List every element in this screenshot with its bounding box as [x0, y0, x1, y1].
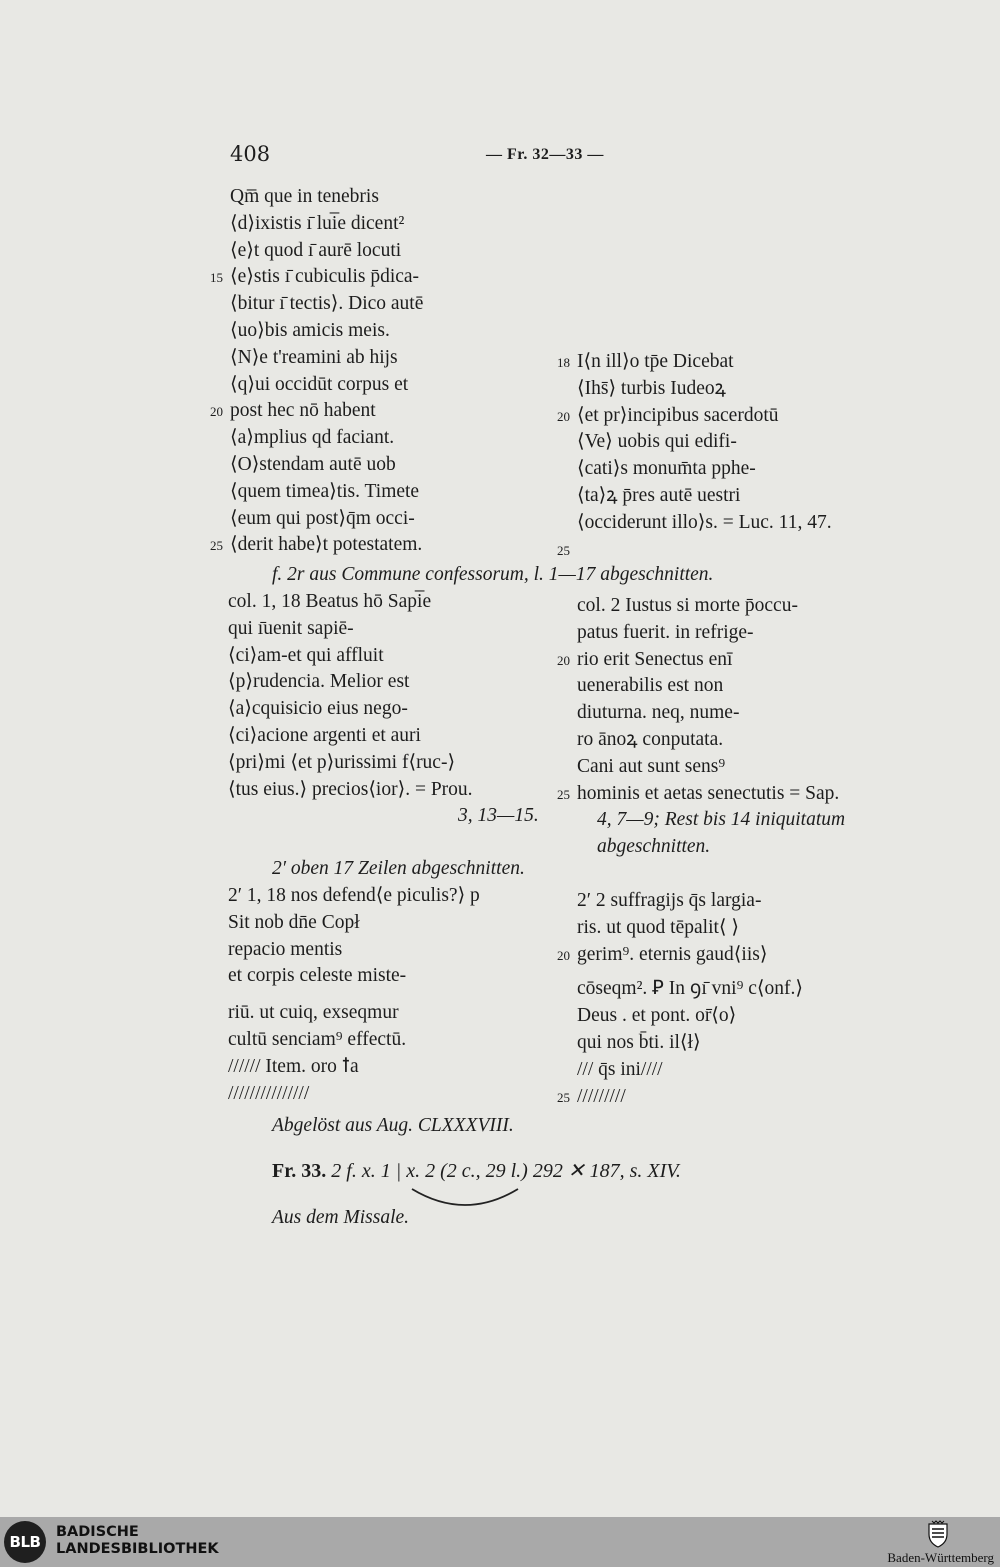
line-text: ⟨N⟩e t'reamini ab hijs — [230, 346, 398, 368]
line-text: 3, 13—15. — [458, 805, 539, 827]
text-line — [557, 781, 845, 808]
right-column-top — [557, 349, 832, 563]
line-text: col. 1, 18 Beatus hō Sapi̅e — [228, 591, 432, 612]
line-text: col. 2 Iustus si morte p̄occu- — [577, 595, 798, 616]
fold-arc-mark — [410, 1185, 520, 1211]
line-text: ris. ut quod tēpalit⟨ ⟩ — [577, 916, 739, 938]
text-line — [577, 807, 845, 834]
line-text: Deus . et pont. or̄⟨o⟩ — [577, 1005, 737, 1027]
line-text: post hec nō habent — [230, 400, 376, 422]
text-line — [577, 915, 803, 942]
right-column-bottom — [557, 888, 803, 1110]
text-line — [228, 803, 539, 830]
text-line — [210, 264, 423, 291]
line-text: I⟨n ill⟩o tp̄e Dicebat — [577, 351, 734, 372]
line-text: riū. ut cuiq, exseqmur — [228, 1002, 399, 1024]
text-line — [577, 510, 832, 537]
line-text: patus fuerit. in refrige- — [577, 621, 754, 643]
line-text: ⟨a⟩cquisicio eius nego- — [228, 698, 408, 720]
line-text: repacio mentis — [228, 938, 343, 960]
text-line — [228, 777, 539, 804]
line-text: ⟨ci⟩am-et qui affluit — [228, 644, 384, 666]
text-line — [228, 883, 514, 910]
text-line — [557, 537, 832, 564]
line-text: ⟨Ve⟩ uobis qui edifi- — [577, 431, 737, 453]
line-text: uenerabilis est non — [577, 675, 724, 697]
text-line — [577, 834, 845, 861]
text-line — [577, 888, 803, 915]
line-text: Sit nob dn̄e Copł — [228, 911, 360, 933]
text-line — [228, 643, 539, 670]
text-line — [210, 398, 423, 425]
section-heading-f2v: 2′ oben 17 Zeilen abgeschnitten. — [272, 858, 525, 879]
line-text: hominis et aetas senectutis = Sap. — [577, 782, 840, 804]
line-text: ⟨eum qui post⟩q̄m occi- — [230, 507, 415, 529]
blb-logo-icon: BLB — [4, 1521, 46, 1563]
line-number: 20 — [557, 947, 570, 963]
text-line — [577, 727, 845, 754]
line-text: ⟨d⟩ixistis ı̄ lui̅e dicent² — [230, 212, 405, 234]
text-line — [577, 376, 832, 403]
line-text: diuturna. neq, nume- — [577, 702, 740, 724]
text-line — [557, 349, 832, 376]
line-text: ⟨ci⟩acione argenti et auri — [228, 724, 421, 746]
line-text: ⟨q⟩ui occidūt corpus et — [230, 373, 409, 395]
page-number: 408 — [230, 142, 271, 166]
text-line — [577, 1003, 803, 1030]
line-text: ⟨quem timea⟩tis. Timete — [230, 480, 420, 502]
left-column-bottom — [228, 883, 514, 1140]
text-line — [577, 673, 845, 700]
text-line — [577, 700, 845, 727]
line-text: ⟨occiderunt illo⟩s. = Luc. 11, 47. — [577, 511, 832, 533]
line-text: 2′ 1, 18 nos defend⟨e piculis?⟩ p — [228, 885, 480, 906]
line-text: ⟨derit habe⟩t potestatem. — [230, 534, 423, 556]
left-column-top — [210, 184, 424, 559]
text-line — [228, 616, 539, 643]
line-text: ⟨a⟩mplius qd faciant. — [230, 427, 395, 449]
text-line — [577, 1057, 803, 1084]
text-line — [228, 1000, 514, 1027]
line-number: 20 — [210, 404, 223, 420]
running-head: — Fr. 32—33 — — [486, 146, 604, 163]
text-line — [230, 479, 423, 506]
line-text: qui ı̄uenit sapiē- — [228, 617, 354, 639]
text-line — [228, 750, 539, 777]
line-text: ///////// — [577, 1085, 626, 1107]
line-text: ⟨cati⟩s monum̄ta pphe- — [577, 458, 756, 480]
text-line — [228, 669, 539, 696]
library-name — [56, 1524, 219, 1558]
section-heading-f2r: f. 2r aus Commune confessorum, l. 1—17 abgeschnitten. — [272, 564, 714, 585]
line-text: ⟨uo⟩bis amicis meis. — [230, 319, 390, 341]
text-line — [557, 1084, 803, 1111]
line-text: ro ānoꝝ conputata. — [577, 728, 724, 750]
text-line — [230, 506, 423, 533]
left-column-middle — [228, 589, 539, 830]
text-line — [230, 211, 423, 238]
line-text: ⟨e⟩t quod ı̄ aurē locuti — [230, 239, 402, 261]
library-footer — [0, 1517, 1000, 1567]
text-line — [230, 318, 423, 345]
line-text: cultū senciam⁹ effectū. — [228, 1028, 407, 1050]
line-text: ⟨e⟩stis ı̄ cubiculis p̄dica- — [230, 266, 420, 288]
line-text: cōseqm². Ꝑ In ꝯı̄ vni⁹ c⟨onf.⟩ — [577, 978, 803, 1000]
text-line — [577, 976, 803, 1003]
line-number: 15 — [210, 270, 223, 286]
text-line — [230, 238, 423, 265]
line-number: 18 — [557, 355, 570, 370]
line-text: 2′ 2 suffragijs q̄s largia- — [577, 890, 762, 911]
text-line — [230, 452, 423, 479]
text-line — [228, 696, 539, 723]
line-text: ⟨pri⟩mi ⟨et p⟩urissimi f⟨ruc-⟩ — [228, 751, 456, 773]
text-line — [228, 963, 514, 990]
text-line — [210, 532, 423, 559]
line-number: 20 — [557, 652, 570, 668]
line-text: ////// Item. oro ꝉa — [228, 1055, 359, 1077]
line-text: rio erit Senectus enī — [577, 648, 733, 670]
line-text: Abgelöst aus Aug. CLXXXVIII. — [272, 1115, 514, 1137]
text-line — [230, 372, 423, 399]
text-line — [228, 1113, 514, 1140]
line-text: ⟨et pr⟩incipibus sacerdotū — [577, 404, 779, 426]
text-line — [230, 345, 423, 372]
text-line — [230, 425, 423, 452]
line-text: ⟨bitur ı̄ tectis⟩. Dico autē — [230, 293, 424, 315]
text-line — [228, 1027, 514, 1054]
line-number: 25 — [210, 538, 223, 554]
text-line — [557, 403, 832, 430]
text-line — [230, 184, 423, 211]
line-text: abgeschnitten. — [597, 836, 711, 858]
text-line — [577, 620, 845, 647]
state-name: Baden-Württemberg — [887, 1550, 994, 1565]
line-text: /////////////// — [228, 1082, 310, 1104]
library-name-line2: LANDESBIBLIOTHEK — [56, 1541, 219, 1557]
fragment-source: Aus dem Missale. — [272, 1207, 410, 1228]
text-line — [577, 429, 832, 456]
line-text: et corpis celeste miste- — [228, 965, 407, 987]
text-line — [577, 754, 845, 781]
line-number: 25 — [557, 786, 570, 802]
text-line — [228, 589, 539, 616]
line-number: 25 — [557, 542, 570, 558]
text-line — [557, 942, 803, 969]
fragment-label: Fr. 33. — [272, 1160, 327, 1182]
text-line — [557, 647, 845, 674]
text-line — [228, 1081, 514, 1108]
text-line — [577, 1030, 803, 1057]
line-text: ⟨tus eius.⟩ precios⟨ior⟩. = Prou. — [228, 778, 473, 800]
line-text: ⟨p⟩rudencia. Melior est — [228, 671, 410, 693]
text-line — [228, 937, 514, 964]
line-text: ⟨O⟩stendam autē uob — [230, 453, 396, 475]
text-line — [228, 723, 539, 750]
line-text: gerim⁹. eternis gaud⟨iis⟩ — [577, 943, 768, 965]
right-column-middle — [557, 593, 846, 861]
coat-of-arms-icon — [926, 1520, 950, 1548]
line-number: 20 — [557, 408, 570, 424]
text-line — [228, 1054, 514, 1081]
library-name-line1: BADISCHE — [56, 1524, 139, 1540]
line-text: ⟨ta⟩ꝝ p̄res autē uestri — [577, 484, 741, 506]
line-text: Qm̅ que in tenebris — [230, 186, 379, 207]
fragment-description — [272, 1158, 681, 1183]
line-text: /// q̄s ini//// — [577, 1058, 663, 1080]
text-line — [230, 291, 423, 318]
line-text: 4, 7—9; Rest bis 14 iniquitatum — [597, 809, 846, 831]
text-line — [577, 593, 845, 620]
fragment-details: 2 f. x. 1 | x. 2 (2 c., 29 l.) 292 ✕ 187, s. XIV. — [331, 1160, 681, 1182]
text-line — [577, 483, 832, 510]
text-line — [577, 456, 832, 483]
line-text: ⟨Ihs̄⟩ turbis Iudeoꝝ — [577, 377, 726, 399]
line-text: Cani aut sunt sens⁹ — [577, 755, 726, 777]
text-line — [228, 910, 514, 937]
line-number: 25 — [557, 1089, 570, 1105]
line-text: qui nos b̄ti. il⟨ł⟩ — [577, 1031, 701, 1053]
